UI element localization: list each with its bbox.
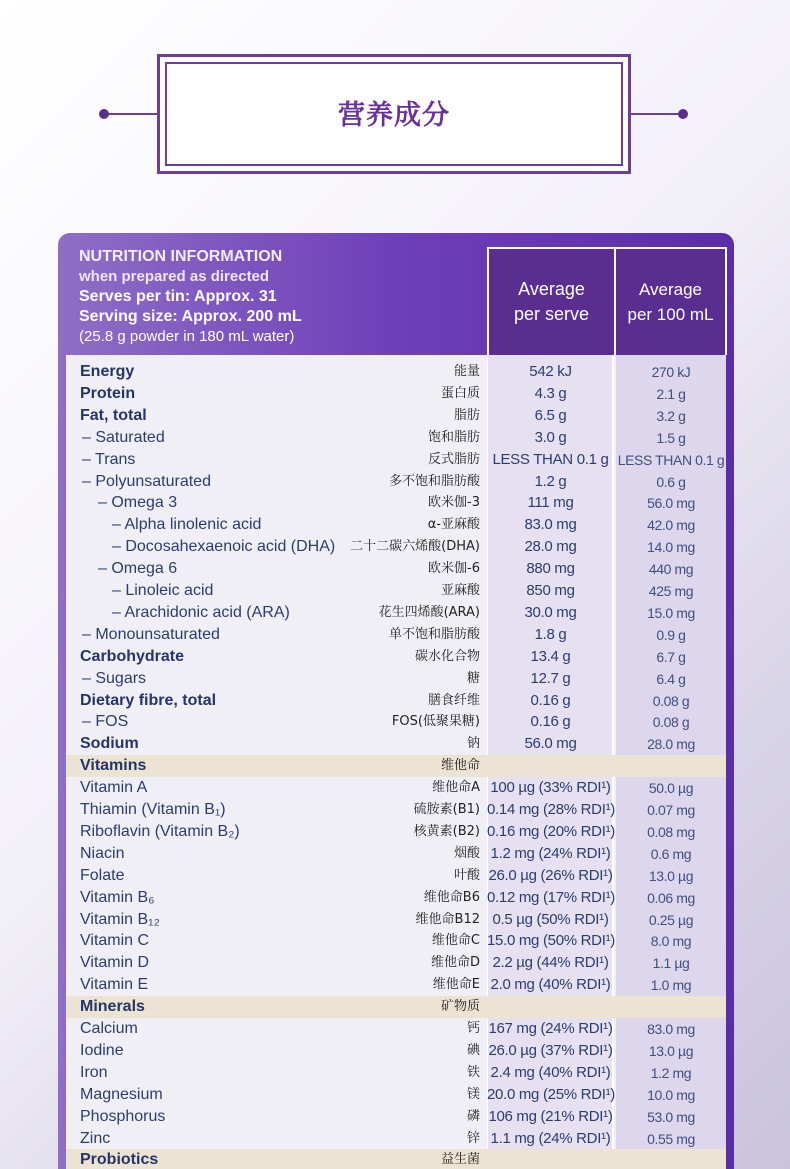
nutrient-name-cn: 碘 (466, 1042, 480, 1058)
nutrient-name-cn: 脂肪 (453, 407, 480, 423)
nutrient-name: Carbohydrate (80, 647, 185, 665)
nutrient-name: Vitamin E (80, 976, 149, 994)
title-banner (0, 0, 790, 200)
value-per-serve: 4.3 g (534, 384, 567, 402)
nutrient-name-cn: 蛋白质 (440, 385, 480, 401)
column-header-per-serve (487, 247, 616, 355)
table-section-header (66, 996, 726, 1018)
value-per-serve: 106 mg (21% RDI¹) (488, 1107, 613, 1125)
table-row (66, 865, 726, 887)
nutrient-name-cn: 烟酸 (453, 845, 480, 861)
nutrient-name-cn: 欧米伽-3 (428, 495, 480, 511)
value-per-100ml: 28.0 mg (647, 736, 695, 753)
table-row (66, 668, 726, 690)
nutrient-name: Vitamin B₁₂ (80, 910, 160, 928)
nutrient-name: – Linoleic acid (112, 582, 214, 599)
value-per-100ml: 1.0 mg (650, 977, 692, 994)
value-per-100ml: 0.6 mg (650, 845, 692, 862)
value-per-100ml: 15.0 mg (647, 604, 695, 621)
nutrient-name: – Monounsaturated (82, 625, 220, 643)
nutrient-name: Probiotics (80, 1151, 159, 1169)
table-row (66, 843, 726, 865)
nutrition-panel (58, 233, 734, 1169)
table-row (66, 777, 726, 799)
nutrient-name-cn: 钠 (466, 736, 480, 752)
nutrient-name-cn: 二十二碳六烯酸(DHA) (350, 539, 480, 555)
table-row (66, 1106, 726, 1128)
nutrient-name: – Sugars (82, 669, 147, 687)
page-title: 营养成分 (338, 100, 450, 131)
serving-note: (25.8 g powder in 180 mL water) (79, 328, 295, 345)
header-title: NUTRITION INFORMATION (79, 248, 283, 265)
nutrient-name-cn: 维他命D (430, 955, 480, 971)
nutrient-name: Energy (80, 363, 135, 380)
value-per-serve: 0.16 mg (20% RDI¹) (487, 822, 615, 840)
nutrient-name: Zinc (80, 1129, 111, 1147)
nutrient-name-cn: 镁 (466, 1086, 480, 1102)
nutrient-name-cn: 能量 (453, 364, 480, 379)
value-per-serve: 0.16 g (530, 713, 571, 731)
nutrient-name: – Trans (82, 450, 136, 468)
table-row (66, 492, 726, 514)
title-line-left (104, 113, 158, 115)
nutrient-name: – Omega 6 (98, 560, 178, 578)
value-per-serve: 3.0 g (534, 428, 567, 446)
value-per-serve: 20.0 mg (25% RDI¹) (487, 1085, 615, 1103)
nutrient-name-cn: 磷 (466, 1108, 480, 1124)
nutrient-name-cn: 矿物质 (440, 999, 480, 1015)
nutrient-name-cn: 维他命A (432, 780, 480, 796)
nutrient-name: Protein (80, 384, 136, 402)
value-per-100ml: 0.6 g (656, 473, 686, 490)
nutrient-name: Minerals (80, 998, 145, 1016)
table-row (66, 361, 726, 383)
nutrient-name: Iron (80, 1063, 108, 1081)
value-per-serve: 880 mg (526, 560, 575, 578)
value-per-serve: 12.7 g (530, 669, 571, 687)
column-header-per-serve-line1: Average (518, 279, 585, 299)
value-per-serve: 1.8 g (534, 625, 567, 643)
value-per-100ml: 83.0 mg (647, 1021, 695, 1037)
table-section-header (66, 1149, 726, 1169)
servings-per-tin: Serves per tin: Approx. 31 (79, 288, 277, 305)
nutrient-name-cn: FOS(低聚果糖) (391, 714, 480, 730)
table-row (66, 733, 726, 755)
value-per-serve: 850 mg (526, 582, 575, 599)
nutrient-name-cn: 膳食纤维 (427, 692, 480, 708)
value-per-serve: 2.0 mg (40% RDI¹) (490, 976, 611, 994)
table-section-header (66, 755, 726, 777)
serving-size: Serving size: Approx. 200 mL (79, 308, 302, 325)
nutrient-name: Calcium (80, 1020, 138, 1037)
value-per-100ml: 6.4 g (656, 670, 686, 687)
nutrient-name: – FOS (82, 713, 129, 731)
value-per-serve: 83.0 mg (524, 516, 577, 534)
value-per-100ml: 6.7 g (656, 648, 686, 665)
value-per-serve: 0.14 mg (28% RDI¹) (487, 801, 615, 818)
header-subtitle: when prepared as directed (79, 268, 270, 285)
table-row (66, 405, 726, 427)
value-per-serve: 0.12 mg (17% RDI¹) (487, 888, 615, 906)
nutrient-name-cn: 碳水化合物 (414, 648, 480, 664)
column-header-per-serve-line2: per serve (513, 304, 590, 324)
value-per-serve: 56.0 mg (524, 735, 577, 753)
column-header-per-100ml-line1: Average (638, 280, 702, 299)
title-dot-left (99, 109, 109, 119)
nutrient-name-cn: 维他命E (432, 977, 480, 993)
nutrient-name-cn: 糖 (466, 670, 480, 686)
value-per-100ml: 0.55 mg (647, 1130, 695, 1147)
value-per-100ml: 0.9 g (656, 626, 686, 643)
value-per-serve: 13.4 g (530, 647, 571, 665)
nutrient-name-cn: 亚麻酸 (440, 583, 480, 598)
value-per-serve: 0.5 µg (50% RDI¹) (492, 910, 609, 928)
table-row (66, 974, 726, 996)
value-per-serve: 30.0 mg (524, 603, 577, 621)
table-row (66, 536, 726, 558)
table-row (66, 887, 726, 909)
table-row (66, 580, 726, 602)
value-per-100ml: 1.1 µg (652, 955, 690, 972)
value-per-serve: 26.0 µg (26% RDI¹) (488, 866, 613, 884)
nutrient-name-cn: 益生菌 (440, 1152, 480, 1168)
nutrient-name: Iodine (80, 1041, 124, 1059)
value-per-100ml: 13.0 µg (648, 867, 694, 884)
column-header-per-100ml-line2: per 100 mL (627, 305, 714, 324)
nutrition-header-info (79, 247, 302, 347)
value-per-100ml: 8.0 mg (650, 933, 692, 950)
value-per-100ml: 0.07 mg (647, 802, 695, 818)
nutrient-name: – Arachidonic acid (ARA) (112, 603, 290, 621)
value-per-100ml: 0.08 g (652, 714, 690, 731)
value-per-100ml: LESS THAN 0.1 g (617, 451, 725, 468)
nutrient-name-cn: α-亚麻酸 (427, 517, 480, 533)
table-row (66, 799, 726, 821)
nutrient-name: Vitamin D (80, 954, 150, 972)
value-per-serve: 6.5 g (534, 406, 567, 424)
nutrient-name-cn: 维他命 (440, 758, 480, 774)
table-row (66, 427, 726, 449)
nutrient-name: Vitamin B₆ (80, 888, 155, 906)
nutrient-name: Vitamins (80, 757, 147, 775)
table-row (66, 383, 726, 405)
nutrient-name-cn: 核黄素(B2) (413, 823, 480, 839)
table-row (66, 1062, 726, 1084)
nutrient-name-cn: 铁 (466, 1064, 480, 1080)
value-per-100ml: 42.0 mg (647, 517, 695, 534)
nutrient-name: – Omega 3 (98, 494, 178, 512)
nutrition-header (58, 233, 734, 355)
nutrient-name-cn: 饱和脂肪 (427, 429, 480, 445)
nutrient-name: Fat, total (80, 406, 147, 424)
value-per-100ml: 50.0 µg (648, 780, 694, 797)
table-row (66, 1084, 726, 1106)
value-per-100ml: 13.0 µg (648, 1042, 694, 1059)
table-row (66, 646, 726, 668)
value-per-serve: LESS THAN 0.1 g (492, 450, 609, 468)
value-per-100ml: 0.08 mg (647, 823, 695, 840)
value-per-serve: 28.0 mg (524, 538, 577, 556)
table-row (66, 821, 726, 843)
value-per-serve: 1.2 mg (24% RDI¹) (490, 844, 611, 862)
value-per-100ml: 270 kJ (651, 364, 691, 380)
value-per-100ml: 0.06 mg (647, 889, 695, 906)
nutrient-name-cn: 欧米伽-6 (428, 561, 480, 577)
nutrient-name: – Alpha linolenic acid (112, 516, 262, 534)
table-row (66, 1018, 726, 1040)
nutrient-name-cn: 维他命B6 (423, 889, 480, 905)
value-per-serve: 2.4 mg (40% RDI¹) (490, 1063, 611, 1081)
value-per-100ml: 14.0 mg (647, 539, 695, 556)
nutrient-name: Niacin (80, 844, 125, 862)
value-per-100ml: 425 mg (648, 583, 694, 599)
table-row (66, 1128, 726, 1150)
value-per-100ml: 1.2 mg (650, 1064, 692, 1081)
table-row (66, 602, 726, 624)
value-per-100ml: 3.2 g (656, 407, 686, 424)
nutrient-name: – Saturated (82, 428, 165, 446)
nutrient-name-cn: 硫胺素(B1) (413, 802, 480, 817)
table-row (66, 930, 726, 952)
value-per-serve: 111 mg (527, 494, 574, 512)
nutrient-name-cn: 反式脂肪 (427, 451, 480, 467)
nutrition-table (66, 355, 726, 1169)
title-line-right (630, 113, 682, 115)
value-per-100ml: 2.1 g (656, 385, 686, 402)
nutrient-name: – Docosahexaenoic acid (DHA) (112, 538, 336, 556)
table-row (66, 690, 726, 712)
nutrient-name: – Polyunsaturated (82, 472, 211, 490)
nutrient-name-cn: 多不饱和脂肪酸 (388, 473, 480, 489)
value-per-100ml: 10.0 mg (647, 1086, 695, 1103)
nutrient-name: Phosphorus (80, 1107, 166, 1125)
nutrient-name: Dietary fibre, total (80, 691, 217, 709)
value-per-serve: 2.2 µg (44% RDI¹) (492, 954, 609, 972)
value-per-serve: 26.0 µg (37% RDI¹) (488, 1041, 613, 1059)
table-row (66, 952, 726, 974)
nutrient-name: Folate (80, 866, 125, 884)
nutrient-name-cn: 锌 (466, 1130, 480, 1146)
value-per-100ml: 53.0 mg (647, 1108, 695, 1125)
value-per-100ml: 56.0 mg (647, 495, 695, 512)
nutrient-name: Magnesium (80, 1085, 163, 1103)
table-row (66, 909, 726, 931)
value-per-serve: 1.2 g (534, 472, 567, 490)
table-row (66, 449, 726, 471)
table-row (66, 1040, 726, 1062)
value-per-serve: 15.0 mg (50% RDI¹) (487, 932, 615, 950)
value-per-100ml: 440 mg (648, 561, 694, 578)
table-row (66, 514, 726, 536)
value-per-serve: 100 µg (33% RDI¹) (490, 779, 611, 797)
title-frame (157, 54, 631, 174)
value-per-serve: 542 kJ (529, 363, 572, 380)
title-dot-right (678, 109, 688, 119)
nutrient-name-cn: 维他命C (431, 933, 480, 949)
nutrient-name-cn: 维他命B12 (415, 911, 480, 927)
nutrient-name: Riboflavin (Vitamin B₂) (80, 822, 240, 840)
table-row (66, 711, 726, 733)
nutrient-name: Thiamin (Vitamin B₁) (80, 801, 226, 818)
table-row (66, 471, 726, 493)
value-per-serve: 167 mg (24% RDI¹) (488, 1020, 613, 1037)
nutrient-name: Vitamin C (80, 932, 150, 950)
nutrient-name-cn: 花生四烯酸(ARA) (378, 604, 480, 620)
value-per-serve: 0.16 g (530, 691, 571, 709)
nutrient-name-cn: 单不饱和脂肪酸 (388, 626, 480, 642)
column-header-per-100ml (614, 247, 727, 355)
value-per-100ml: 0.25 µg (648, 911, 694, 928)
value-per-100ml: 0.08 g (652, 692, 690, 709)
table-row (66, 624, 726, 646)
value-per-serve: 1.1 mg (24% RDI¹) (490, 1129, 611, 1147)
table-row (66, 558, 726, 580)
nutrient-name: Sodium (80, 735, 139, 753)
value-per-100ml: 1.5 g (656, 429, 686, 446)
nutrient-name-cn: 叶酸 (453, 867, 480, 883)
nutrient-name-cn: 钙 (466, 1021, 480, 1036)
nutrient-name: Vitamin A (80, 779, 148, 797)
